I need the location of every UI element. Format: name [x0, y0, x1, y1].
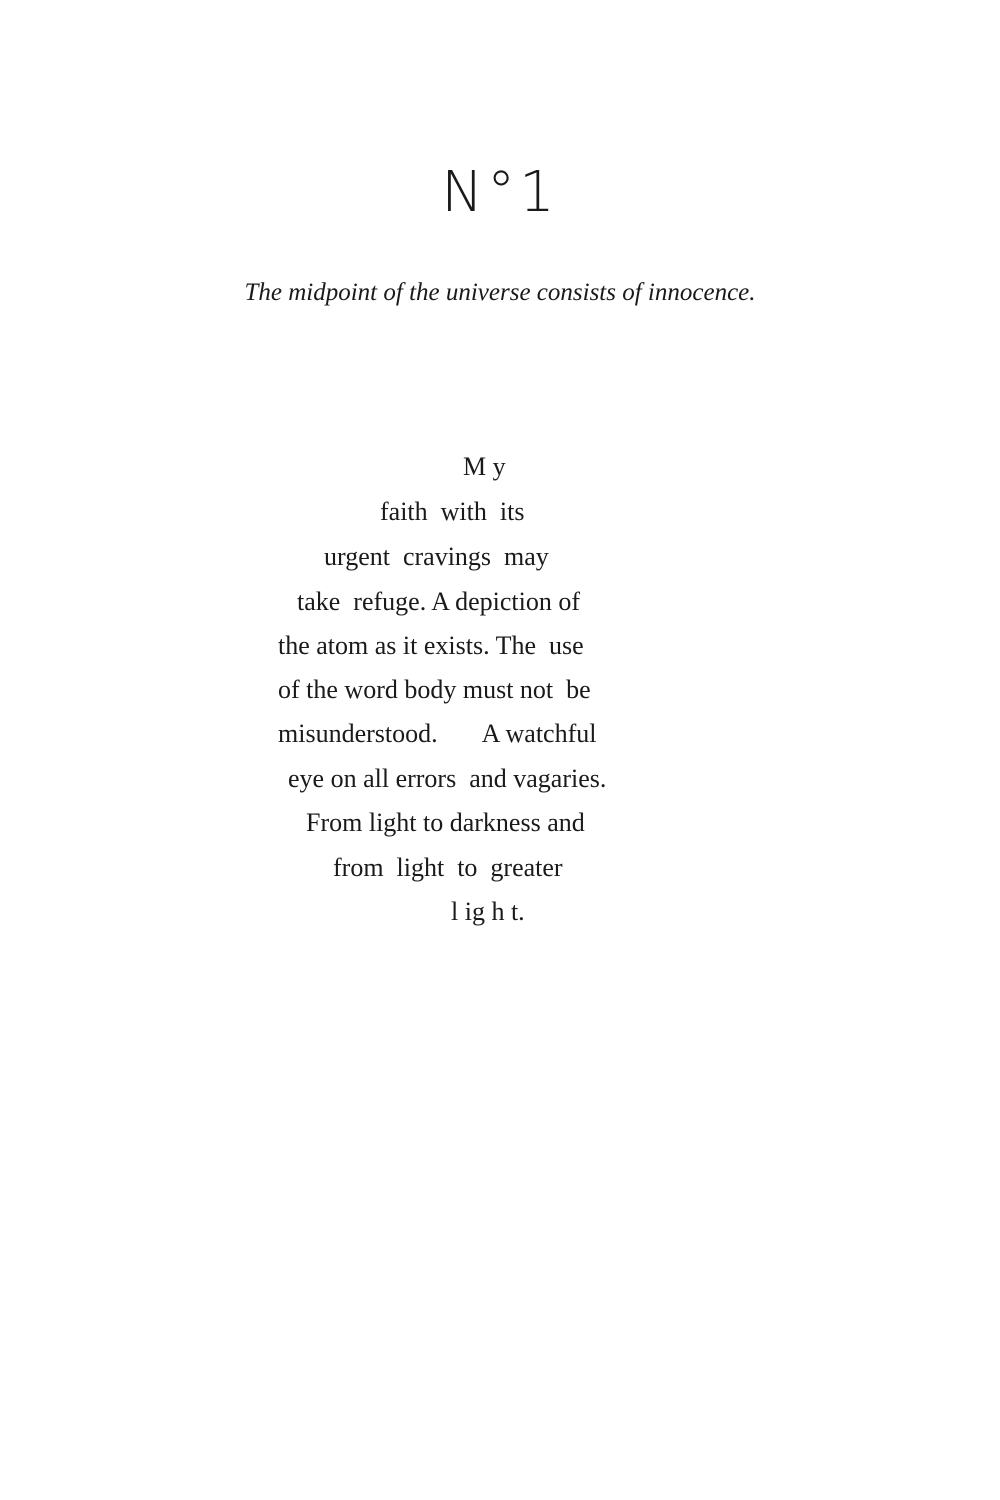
poem-line: the atom as it exists. The use	[278, 631, 584, 660]
poem-line: From light to darkness and	[306, 808, 585, 837]
poem-line: of the word body must not be	[278, 675, 591, 704]
poem-line: take refuge. A depiction of	[297, 587, 581, 616]
poem-line: misunderstood. A watchful	[278, 719, 597, 748]
poem-line: l ig h t.	[451, 897, 525, 926]
poem-line: M y	[463, 452, 506, 481]
poem-line: eye on all errors and vagaries.	[288, 764, 607, 793]
epigraph: The midpoint of the universe consists of innocence.	[244, 279, 756, 306]
page-title: N°1	[441, 160, 559, 225]
poem-line: from light to greater	[333, 853, 563, 882]
poem-line: urgent cravings may	[324, 542, 549, 571]
poem-line: faith with its	[380, 497, 525, 526]
